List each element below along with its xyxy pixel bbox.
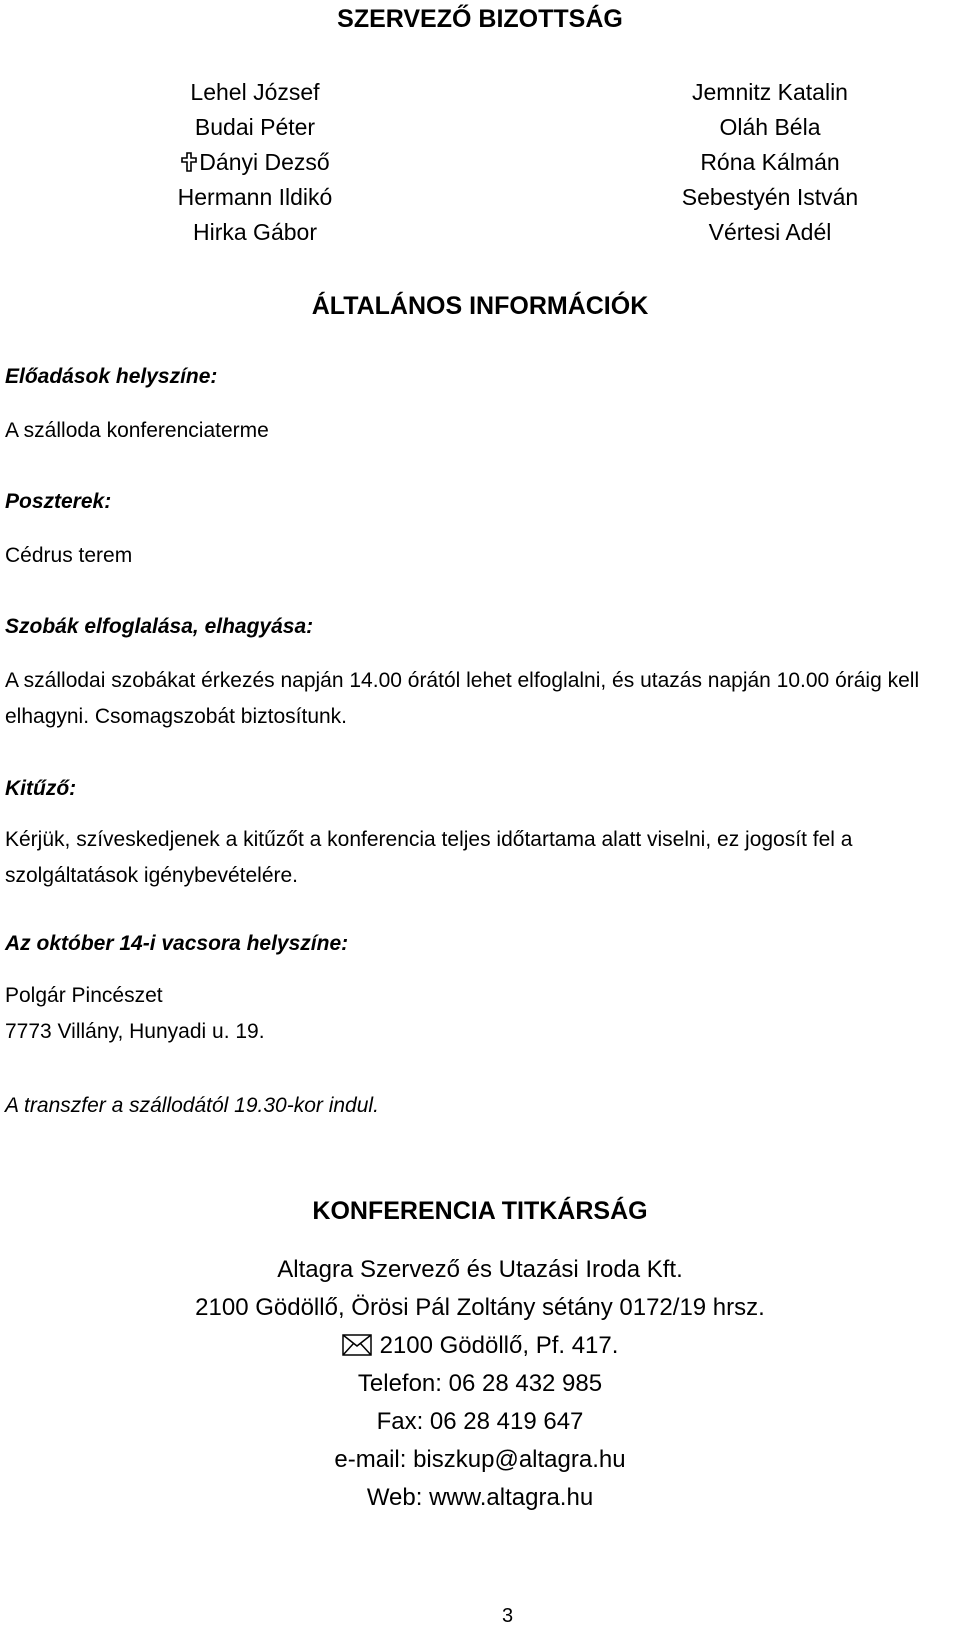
secretariat-company: Altagra Szervező és Utazási Iroda Kft. bbox=[277, 1256, 683, 1283]
dinner-venue: Polgár Pincészet bbox=[5, 984, 163, 1007]
rooms-section bbox=[5, 613, 955, 641]
secretariat-postal bbox=[0, 1327, 960, 1365]
dinner-value-wrap bbox=[5, 978, 955, 1050]
badge-value-wrap bbox=[5, 822, 955, 894]
committee-member: Hirka Gábor bbox=[193, 219, 317, 245]
secretariat-contact bbox=[0, 1251, 960, 1517]
rooms-value-wrap bbox=[5, 663, 955, 735]
dinner-section bbox=[5, 930, 955, 958]
secretariat-phone: Telefon: 06 28 432 985 bbox=[357, 1370, 603, 1397]
posters-section bbox=[5, 488, 955, 516]
secretariat-web[interactable]: Web: www.altagra.hu bbox=[366, 1484, 594, 1511]
secretariat-address: 2100 Gödöllő, Örösi Pál Zoltány sétány 0172/19 hrsz. bbox=[195, 1294, 765, 1321]
committee-member-deceased bbox=[110, 145, 400, 180]
committee-member: Sebestyén István bbox=[681, 184, 859, 210]
cross-icon bbox=[180, 152, 198, 172]
general-info-title: ÁLTALÁNOS INFORMÁCIÓK bbox=[311, 292, 649, 320]
badge-section bbox=[5, 775, 955, 803]
committee-member: Hermann Ildikó bbox=[177, 184, 333, 210]
secretariat-email[interactable]: e-mail: biszkup@altagra.hu bbox=[334, 1446, 626, 1473]
transfer-note: A transzfer a szállodától 19.30-kor indul. bbox=[5, 1094, 379, 1117]
secretariat-fax: Fax: 06 28 419 647 bbox=[376, 1408, 584, 1435]
rooms-value: A szállodai szobákat érkezés napján 14.00 órától lehet elfoglalni, és utazás napján 10.00 óráig kell elhagyni. Csomagszobát biztosítunk. bbox=[5, 669, 920, 728]
lectures-value: A szálloda konferenciaterme bbox=[5, 419, 269, 442]
committee-member: Oláh Béla bbox=[719, 114, 821, 140]
committee-left-column bbox=[110, 75, 400, 250]
committee-member: Lehel József bbox=[190, 79, 320, 105]
committee-member: Budai Péter bbox=[194, 114, 316, 140]
badge-label: Kitűző: bbox=[5, 777, 77, 800]
badge-value: Kérjük, szíveskedjenek a kitűzőt a konferencia teljes időtartama alatt viselni, ez jogosít fel a szolgáltatások igénybevételére. bbox=[5, 828, 853, 887]
posters-value: Cédrus terem bbox=[5, 544, 133, 567]
lectures-value-wrap bbox=[5, 413, 955, 449]
organizing-committee-title: SZERVEZŐ BIZOTTSÁG bbox=[337, 5, 623, 33]
lectures-section bbox=[5, 363, 955, 391]
envelope-icon bbox=[342, 1334, 372, 1356]
posters-value-wrap bbox=[5, 538, 955, 574]
committee-member-name: Dányi Dezső bbox=[199, 149, 330, 175]
page-number: 3 bbox=[501, 1605, 514, 1627]
secretariat-postal-text: 2100 Gödöllő, Pf. 417. bbox=[379, 1332, 619, 1359]
committee-member: Jemnitz Katalin bbox=[692, 79, 848, 105]
committee-right-column bbox=[625, 75, 915, 250]
dinner-address: 7773 Villány, Hunyadi u. 19. bbox=[5, 1020, 265, 1043]
committee-member: Róna Kálmán bbox=[700, 149, 840, 175]
rooms-label: Szobák elfoglalása, elhagyása: bbox=[5, 615, 314, 638]
dinner-label: Az október 14-i vacsora helyszíne: bbox=[5, 932, 349, 955]
secretariat-title: KONFERENCIA TITKÁRSÁG bbox=[312, 1197, 648, 1225]
lectures-label: Előadások helyszíne: bbox=[5, 365, 218, 388]
posters-label: Poszterek: bbox=[5, 490, 112, 513]
committee-member: Vértesi Adél bbox=[708, 219, 832, 245]
